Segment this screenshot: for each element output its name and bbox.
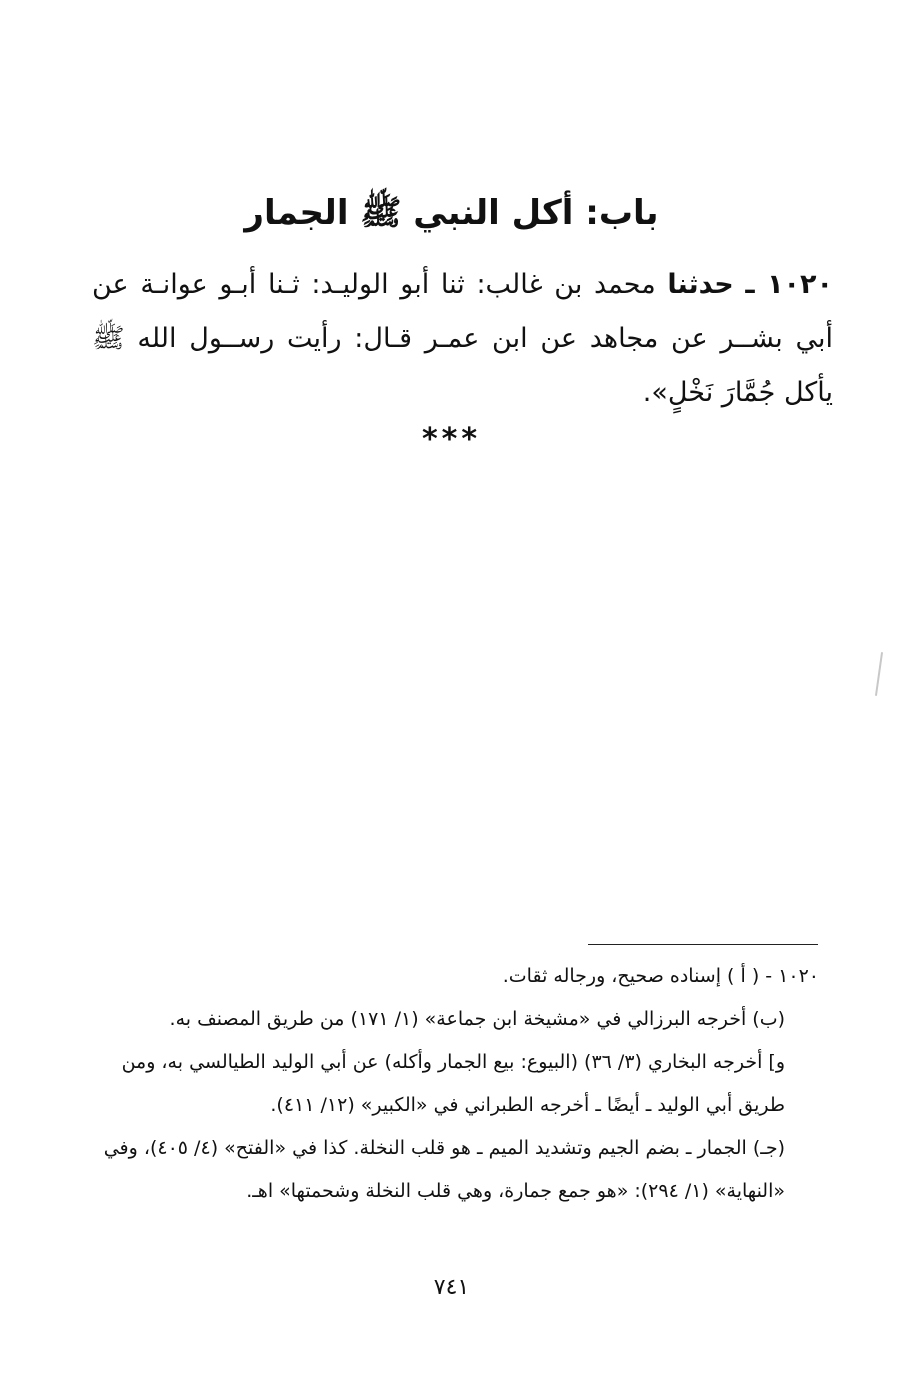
hadith-lead: حدثنا: [667, 269, 734, 300]
footnote-line: و] أخرجه البخاري (٣/ ٣٦) (البيوع: بيع الجمار وأكله) عن أبي الوليد الطيالسي به، ومن طريق أبي الوليد ـ أيضًا ـ أخرجه الطبراني في «الكبير» (١٢/ ٤١١).: [121, 1051, 785, 1116]
hadith-text: [92, 258, 833, 420]
scan-mark: [875, 652, 883, 696]
hadith-body: محمد بن غالب: ثنا أبو الوليـد: ثـنا أبـو عوانـة عن أبي بشــر عن مجاهد عن ابن عمـر قـال: رأيت رســول الله ﷺ يأكل جُمَّارَ نَخْلٍ».: [92, 269, 833, 408]
footnote-rule: [588, 944, 818, 945]
section-separator: ***: [421, 422, 482, 457]
chapter-title: باب: أكل النبي ﷺ الجمار: [244, 193, 659, 233]
page-number: ٧٤١: [433, 1275, 470, 1300]
footnote-line: (ب) أخرجه البرزالي في «مشيخة ابن جماعة» (١/ ١٧١) من طريق المصنف به.: [169, 1008, 785, 1030]
footnotes: [86, 955, 819, 1213]
hadith-number: ١٠٢٠ ـ: [745, 269, 833, 300]
footnote-line: (جـ) الجمار ـ بضم الجيم وتشديد الميم ـ هو قلب النخلة. كذا في «الفتح» (٤/ ٤٠٥)، وفي «النهاية» (١/ ٢٩٤): «هو جمع جمارة، وهي قلب النخلة وشحمتها» اهـ.: [103, 1137, 785, 1202]
footnote-line: ١٠٢٠ - ( أ ) إسناده صحيح، ورجاله ثقات.: [502, 965, 819, 987]
